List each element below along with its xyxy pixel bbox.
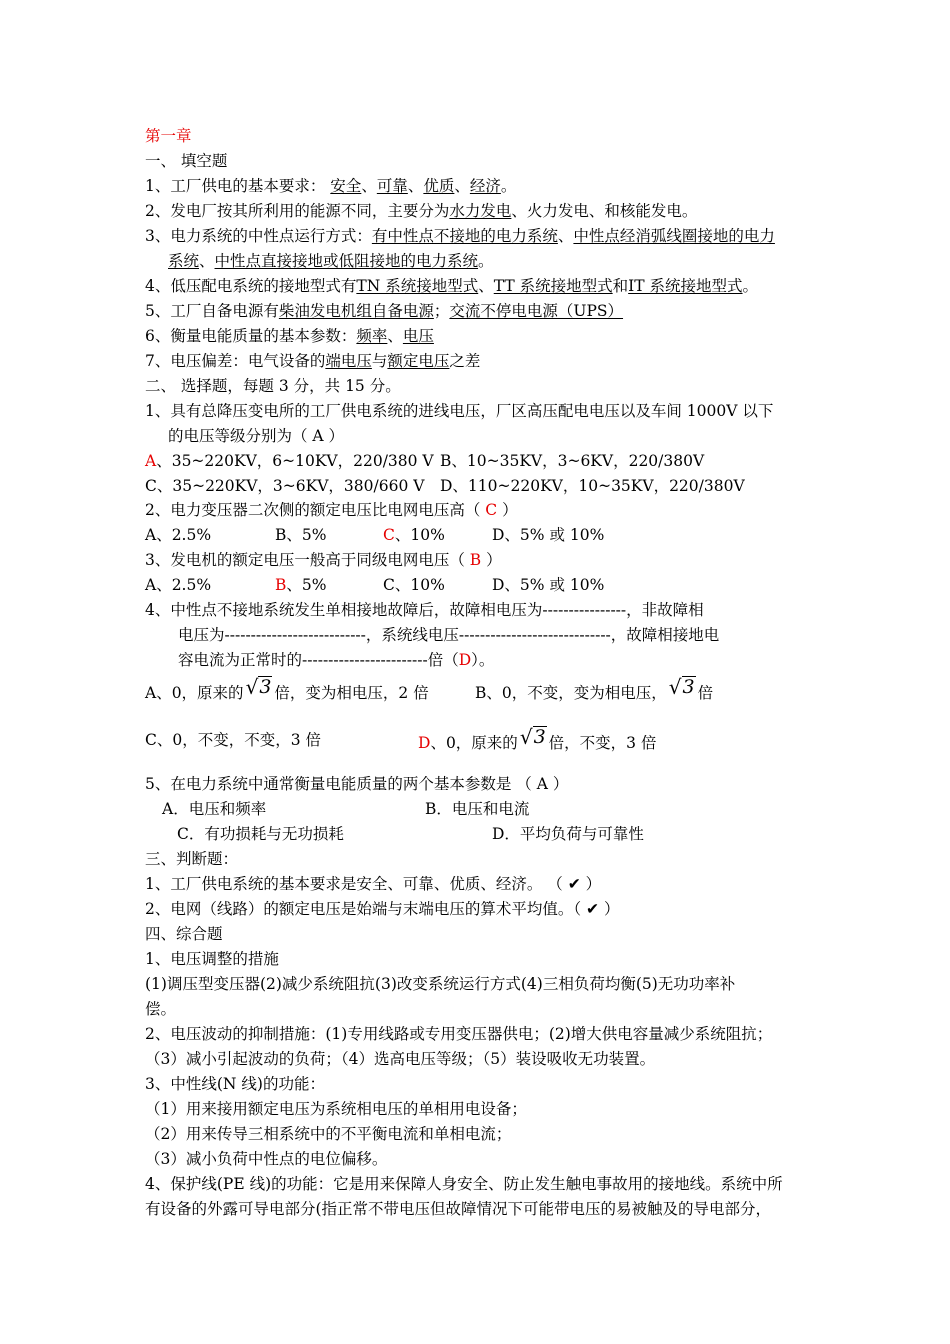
fill-q3-cont: 系统、中性点直接接地或低阻接地的电力系统。 — [168, 252, 494, 270]
sqrt-symbol: √ 3 — [519, 725, 546, 749]
choice-q1-cont: 的电压等级分别为（ A ） — [168, 427, 345, 445]
judge-q2: 2、电网（线路）的额定电压是始端与末端电压的算术平均值。（ ✔ ） — [145, 900, 620, 918]
sqrt-symbol: √ 3 — [245, 675, 272, 699]
choice-q2: 2、电力变压器二次侧的额定电压比电网电压高（ C ） — [145, 501, 518, 519]
section-judge-title: 三、判断题： — [145, 850, 239, 868]
comp-q4: 4、保护线(PE 线)的功能：它是用来保障人身安全、防止发生触电事故用的接地线。系统中所 — [145, 1175, 783, 1193]
document-page: 第一章 一、 填空题 1、工厂供电的基本要求： 安全、可靠、优质、经济。 2、发电厂按其所利用的能源不同，主要分为水力发电、火力发电、和核能发电。 3、电力系统的中性点运行方式：有中性点不接地的电力系统、中性点经消弧线圈接地的电力 系统、中性点直接接地或低阻接地的电力系统。 4、低压配电系统的接地型式有TN 系统接地型式、TT 系统接地型式和IT 系统接地型式。 5、工厂自备电源有柴油发电机组自备电源；交流不停电电源（UPS） 6、衡量电能质量的基本参数：频率、电压 7、电压偏差：电气设备的端电压与额定电压之差 二、 选择题，每题 3 分，共 15 分。 1、具有总降压变电所的工厂供电系统的进线电压，厂区高压配电电压以及车间 1000V 以下 的电压等级分别为（ A ） A、35~220KV，6~10KV，220/380 V B、10~35KV，3~6KV，220/380V C、35~220KV，3~6KV，380/660 V D、110~220KV，10~35KV，220/380V 2、电力变压器二次侧的额定电压比电网电压高（ C ） A、2.5% B、5% C、10% D、5% 或 10% 3、发电机的额定电压一般高于同级电网电压（ B ） A、2.5% B、5% C、10% D、5% 或 10% 4、中性点不接地系统发生单相接地故障后，故障相电压为----------------，非故障相 电压为---------------------------，系统线电压-----------------------------，故障相接地电 容电流为正常时的------------------------倍（D）。 A、0，原来的 √ 3 倍，变为相电压，2 倍 B、0，不变，变为相电压， √ 3 倍 C、0，不变，不变，3 倍 D、0，原来的 √ 3 倍，不变，3 倍 5、在电力系统中通常衡量电能质量的两个基本参数是 （ A ） A．电压和频率 B．电压和电流 C．有功损耗与无功损耗 D．平均负荷与可靠性 三、判断题： 1、工厂供电系统的基本要求是安全、可靠、优质、经济。 （ ✔ ） 2、电网（线路）的额定电压是始端与末端电压的算术平均值。（ ✔ ） 四、综合题 1、电压调整的措施 (1)调压型变压器(2)减少系统阻抗(3)改变系统运行方式(4)三相负荷均衡(5)无功功率补 偿。 2、电压波动的抑制措施：(1)专用线路或专用变压器供电；(2)增大供电容量减少系统阻抗； （3）减小引起波动的负荷；（4）选高电压等级；（5）装设吸收无功装置。 3、中性线(N 线)的功能： （1）用来接用额定电压为系统相电压的单相用电设备； （2）用来传导三相系统中的不平衡电流和单相电流； （3）减小负荷中性点的电位偏移。 4、保护线(PE 线)的功能：它是用来保障人身安全、防止发生触电事故用的接地线。系统中所 有设备的外露可导电部分(指正常不带电压但故障情况下可能带电压的易被触及的导电部分， — [0, 0, 950, 1344]
section-comprehensive-title: 四、综合题 — [145, 925, 223, 943]
choice-q4: 4、中性点不接地系统发生单相接地故障后，故障相电压为----------------，非故障相 — [145, 601, 704, 619]
comp-q3-item2: （2）用来传导三相系统中的不平衡电流和单相电流； — [145, 1125, 512, 1143]
comp-q1-answer: (1)调压型变压器(2)减少系统阻抗(3)改变系统运行方式(4)三相负荷均衡(5)无功功率补 — [145, 975, 736, 993]
fill-q2: 2、发电厂按其所利用的能源不同，主要分为水力发电、火力发电、和核能发电。 — [145, 202, 698, 220]
fill-q1: 1、工厂供电的基本要求： 安全、可靠、优质、经济。 — [145, 177, 517, 195]
comp-q1: 1、电压调整的措施 — [145, 950, 279, 968]
comp-q4-cont: 有设备的外露可导电部分(指正常不带电压但故障情况下可能带电压的易被触及的导电部分， — [145, 1200, 772, 1218]
comp-q3-item1: （1）用来接用额定电压为系统相电压的单相用电设备； — [145, 1100, 527, 1118]
fill-q4: 4、低压配电系统的接地型式有TN 系统接地型式、TT 系统接地型式和IT 系统接地型式。 — [145, 277, 759, 295]
sqrt-symbol: √ 3 — [668, 675, 695, 699]
choice-q4-cont2: 容电流为正常时的------------------------倍（D）。 — [178, 651, 495, 669]
comp-q3-item3: （3）减小负荷中性点的电位偏移。 — [145, 1150, 388, 1168]
fill-q5: 5、工厂自备电源有柴油发电机组自备电源；交流不停电电源（UPS） — [145, 302, 624, 320]
choice-q5: 5、在电力系统中通常衡量电能质量的两个基本参数是 （ A ） — [145, 775, 569, 793]
choice-q4-cont1: 电压为---------------------------，系统线电压-----------------------------，故障相接地电 — [178, 626, 720, 644]
fill-q7: 7、电压偏差：电气设备的端电压与额定电压之差 — [145, 352, 481, 370]
comp-q2: 2、电压波动的抑制措施：(1)专用线路或专用变压器供电；(2)增大供电容量减少系统阻抗； — [145, 1025, 773, 1043]
choice-q1: 1、具有总降压变电所的工厂供电系统的进线电压，厂区高压配电电压以及车间 1000V 以下 — [145, 402, 774, 420]
comp-q1-answer-cont: 偿。 — [145, 1000, 177, 1018]
chapter-title: 第一章 — [145, 127, 192, 145]
comp-q3: 3、中性线(N 线)的功能： — [145, 1075, 325, 1093]
comp-q2-cont: （3）减小引起波动的负荷；（4）选高电压等级；（5）装设吸收无功装置。 — [145, 1050, 656, 1068]
choice-q3: 3、发电机的额定电压一般高于同级电网电压（ B ） — [145, 551, 502, 569]
judge-q1: 1、工厂供电系统的基本要求是安全、可靠、优质、经济。 （ ✔ ） — [145, 875, 602, 893]
section-fill-blank-title: 一、 填空题 — [145, 152, 228, 170]
fill-q6: 6、衡量电能质量的基本参数：频率、电压 — [145, 327, 434, 345]
fill-q3: 3、电力系统的中性点运行方式：有中性点不接地的电力系统、中性点经消弧线圈接地的电力 — [145, 227, 775, 245]
section-choice-title: 二、 选择题，每题 3 分，共 15 分。 — [145, 377, 401, 395]
